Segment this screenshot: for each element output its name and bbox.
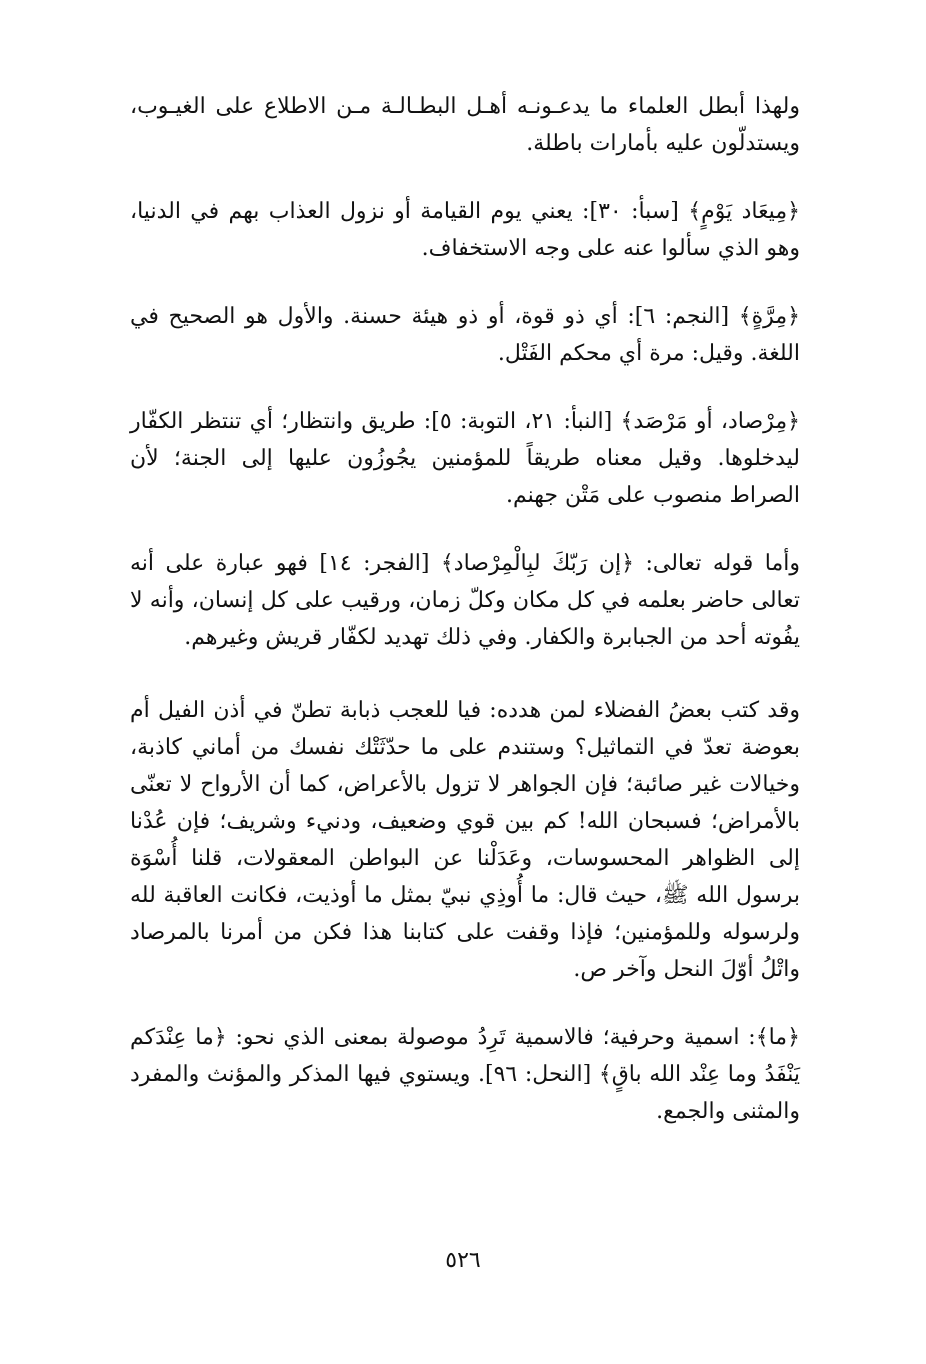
paragraph-mirsad: ﴿مِرْصاد، أو مَرْصَد﴾ [النبأ: ٢١، التوبة: ٥]: طريق وانتظار؛ أي تنتظر الكفّار ليدخلوها. وقيل معناه طريقاً للمؤمنين يجُوزُون عليها إلى الجنة؛ لأن الصراط منصوب على مَتْن جهنم. [130, 409, 800, 508]
paragraph-miad-yawm: ﴿مِيعَاد يَوْمٍ﴾ [سبأ: ٣٠]: يعني يوم القيامة أو نزول العذاب بهم في الدنيا، وهو الذي سألوا عنه على وجه الاستخفاف. [130, 199, 800, 261]
paragraph-letter-quote: وقد كتب بعضُ الفضلاء لمن هدده: فيا للعجب ذبابة تطنّ في أذن الفيل أم بعوضة تعدّ في التماثيل؟ وستندم على ما حدّثَتْك نفسك من أماني كاذبة، وخيالات غير صائبة؛ فإن الجواهر لا تزول بالأعراض، كما أن الأرواح لا تعنّى بالأمراض؛ فسبحان الله! كم بين قوي وضعيف، ودنيء وشريف؛ فإن عُدْنا إلى الظواهر المحسوسات، وعَدَلْنا عن البواطن المعقولات، قلنا أُسْوَة برسول الله ﷺ، حيث قال: ما أُوذِي نبيّ بمثل ما أوذيت، فكانت العاقبة لله ولرسوله وللمؤمنين؛ فإذا وقفت على كتابنا هذا فكن من أمرنا بالمرصاد واتْلُ أوّلَ النحل وآخر ص. [130, 698, 800, 982]
page-number: ٥٢٦ [445, 1248, 481, 1273]
paragraph-bil-mirsad: وأما قوله تعالى: ﴿إن رَبّكَ لبِالْمِرْصاد﴾ [الفجر: ١٤] فهو عبارة على أنه تعالى حاضر بعلمه في كل مكان وكلّ زمان، ورقيب على كل إنسان، وأنه لا يفُوته أحد من الجبابرة والكفار. وفي ذلك تهديد لكفّار قريش وغيرهم. [130, 551, 800, 650]
paragraph-ma: ﴿ما﴾: اسمية وحرفية؛ فالاسمية تَرِدُ موصولة بمعنى الذي نحو: ﴿ما عِنْدَكم يَنْفَدُ وما عِنْد الله باقٍ﴾ [النحل: ٩٦]. ويستوي فيها المذكر والمؤنث والمفرد والمثنى والجمع. [130, 1025, 800, 1124]
paragraph-mirra: ﴿مِرَّةٍ﴾ [النجم: ٦]: أي ذو قوة، أو ذو هيئة حسنة. والأول هو الصحيح في اللغة. وقيل: مرة أي محكم الفَتْل. [130, 304, 800, 366]
paragraph-fortune-telling: ولهذا أبطل العلماء ما يدعـونـه أهـل البطـالـة مـن الاطلاع على الغيـوب، ويستدلّون عليه بأمارات باطلة. [130, 94, 800, 156]
